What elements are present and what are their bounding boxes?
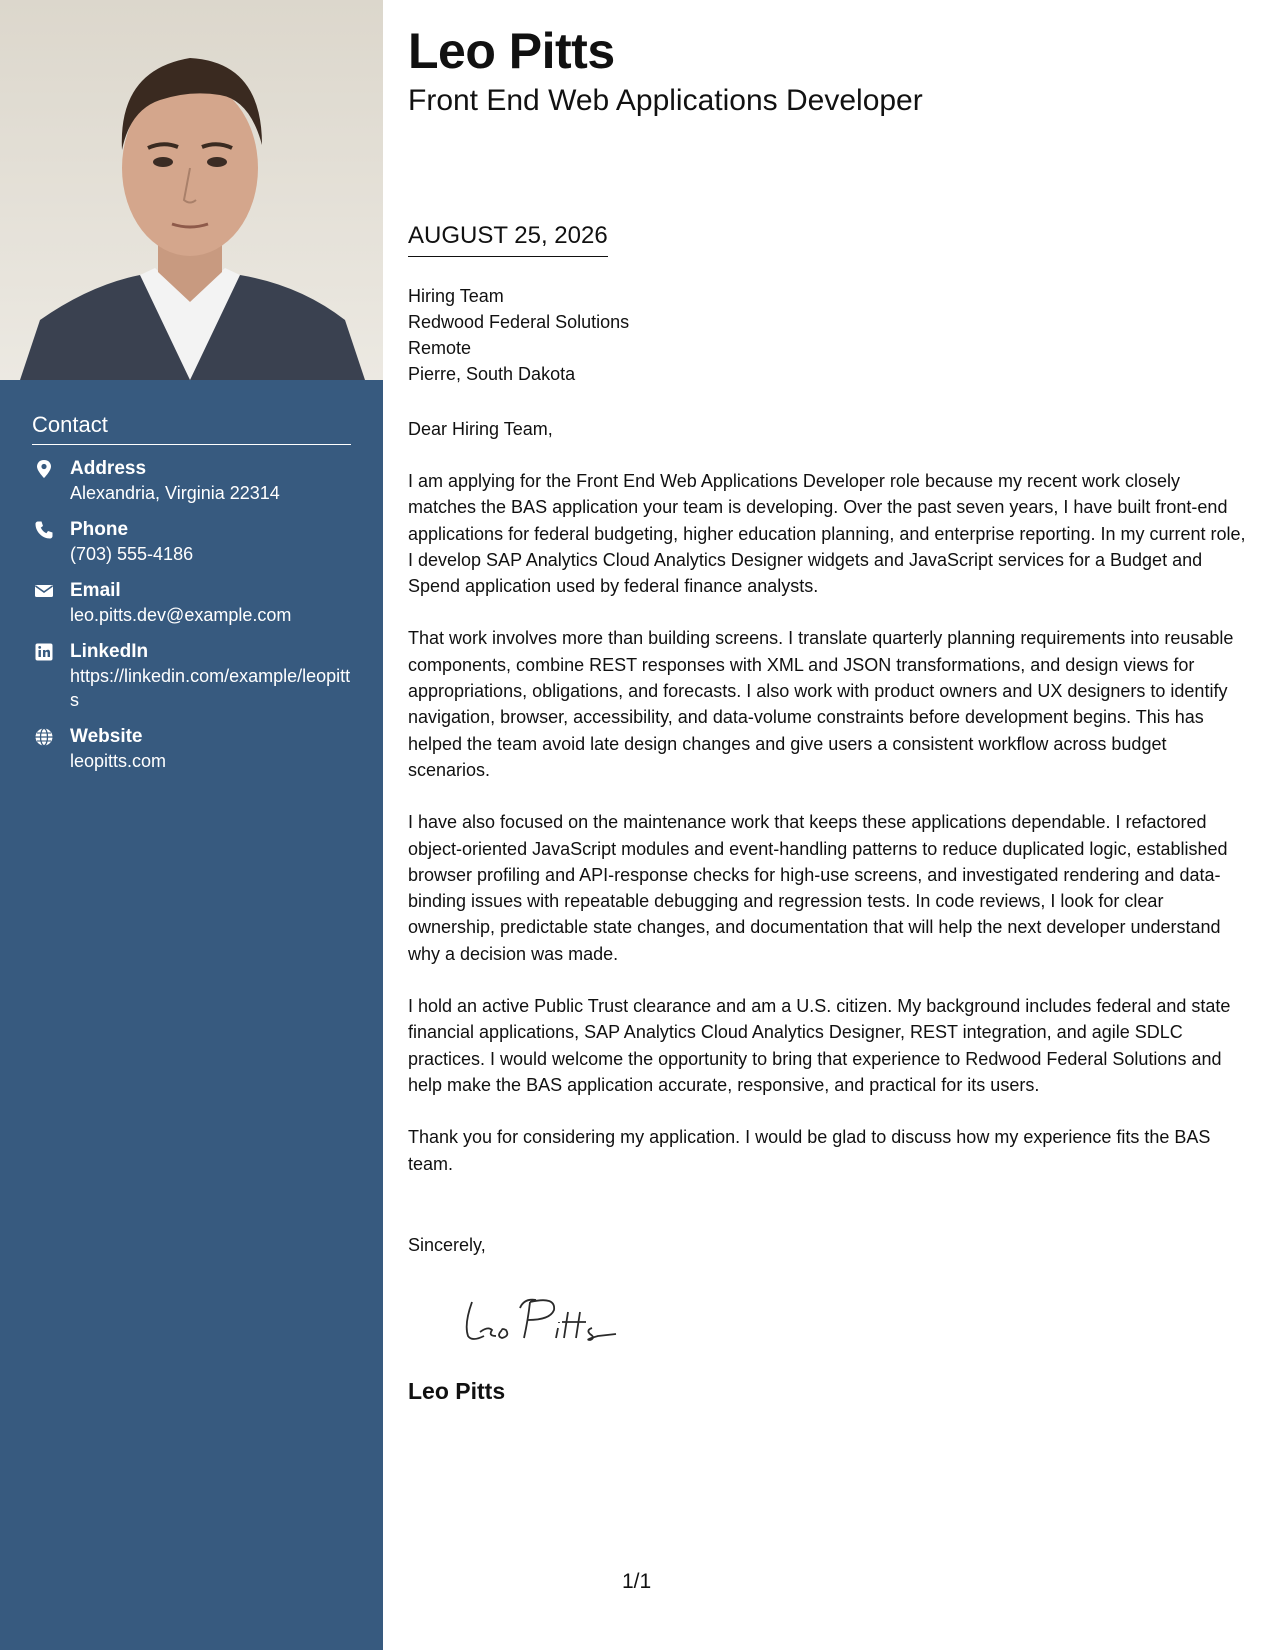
applicant-role: Front End Web Applications Developer bbox=[408, 84, 923, 117]
letter-body bbox=[408, 468, 1250, 1203]
contact-value[interactable]: leopitts.com bbox=[70, 751, 167, 771]
phone-icon bbox=[34, 520, 54, 540]
contact-value[interactable]: https://linkedin.com/example/leopitts bbox=[70, 666, 351, 710]
recipient-line: Remote bbox=[408, 338, 472, 358]
page-number: 1/1 bbox=[622, 1570, 652, 1593]
map-pin-icon bbox=[34, 459, 54, 479]
contact-value: Alexandria, Virginia 22314 bbox=[70, 483, 280, 503]
contact-value[interactable]: leo.pitts.dev@example.com bbox=[70, 605, 292, 625]
contact-label: Website bbox=[70, 726, 143, 747]
recipient-line: Pierre, South Dakota bbox=[408, 364, 576, 384]
body-paragraph: Thank you for considering my application. I would be glad to discuss how my experience fits the BAS team. bbox=[408, 1127, 1211, 1174]
recipient-line: Hiring Team bbox=[408, 286, 504, 306]
contact-label: Email bbox=[70, 580, 121, 601]
recipient-line: Redwood Federal Solutions bbox=[408, 312, 630, 332]
salutation: Dear Hiring Team, bbox=[408, 419, 553, 439]
signature bbox=[458, 1290, 628, 1350]
linkedin-icon bbox=[34, 642, 54, 662]
contact-phone bbox=[32, 518, 351, 566]
recipient-block bbox=[408, 283, 629, 387]
signer-name: Leo Pitts bbox=[408, 1378, 506, 1404]
portrait-illustration bbox=[0, 0, 383, 380]
contact-email bbox=[32, 579, 351, 627]
letter-date: AUGUST 25, 2026 bbox=[408, 222, 608, 257]
contact-linkedin bbox=[32, 640, 351, 712]
sidebar bbox=[0, 0, 383, 1650]
profile-photo bbox=[0, 0, 383, 380]
contact-section bbox=[32, 412, 351, 786]
globe-icon bbox=[34, 727, 54, 747]
body-paragraph: I hold an active Public Trust clearance and am a U.S. citizen. My background includes federal and state financial applications, SAP Analytics Cloud Analytics Designer, REST integration, and agile SDLC practices. I would welcome the opportunity to bring that experience to Redwood Federal Solutions and help make the BAS application accurate, responsive, and practical for its users. bbox=[408, 996, 1231, 1095]
body-paragraph: That work involves more than building screens. I translate quarterly planning requirements into reusable components, combine REST responses with XML and JSON transformations, and design views for appropriations, obligations, and forecasts. I also work with product owners and UX designers to identify navigation, browser, accessibility, and data-volume constraints before development begins. This has helped the team avoid late design changes and give users a consistent workflow across budget scenarios. bbox=[408, 628, 1234, 780]
envelope-icon bbox=[34, 581, 54, 601]
body-paragraph: I am applying for the Front End Web Applications Developer role because my recent work closely matches the BAS application your team is developing. Over the past seven years, I have built front-end applications for federal budgeting, higher education planning, and enterprise reporting. In my current role, I develop SAP Analytics Cloud Analytics Designer widgets and JavaScript services for a Budget and Spend application used by federal finance analysts. bbox=[408, 471, 1246, 597]
contact-website bbox=[32, 725, 351, 773]
contact-label: Address bbox=[70, 458, 147, 479]
applicant-name: Leo Pitts bbox=[408, 23, 615, 79]
closing: Sincerely, bbox=[408, 1235, 486, 1255]
contact-label: Phone bbox=[70, 519, 129, 540]
contact-value: (703) 555-4186 bbox=[70, 544, 194, 564]
contact-label: LinkedIn bbox=[70, 641, 149, 662]
contact-address bbox=[32, 457, 351, 505]
body-paragraph: I have also focused on the maintenance work that keeps these applications dependable. I refactored object-oriented JavaScript modules and event-handling patterns to reduce duplicated logic, established browser profiling and API-response checks for high-use screens, and investigated rendering and data-binding issues with repeatable debugging and regression tests. In code reviews, I look for clear ownership, predictable state changes, and documentation that will help the next developer understand why a decision was made. bbox=[408, 812, 1228, 964]
contact-heading: Contact bbox=[32, 412, 351, 445]
